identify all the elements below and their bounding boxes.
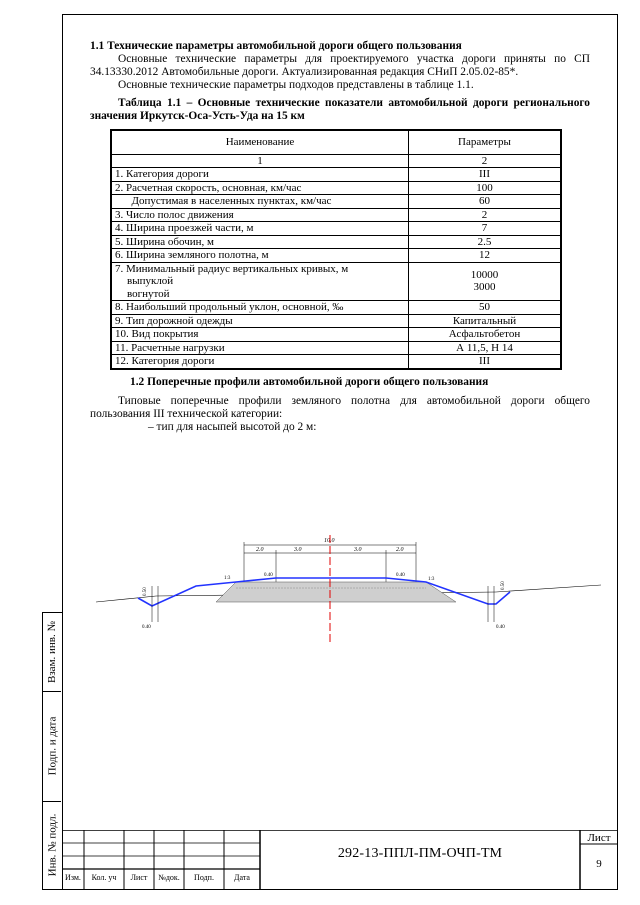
table-colnum: 2 — [409, 154, 562, 168]
row-value: III — [409, 355, 562, 369]
paragraph: Типовые поперечные профили земляного полотна для автомобильной дороги общего пользования III технической категории: — [90, 394, 590, 420]
sheet-label: Лист — [587, 832, 611, 844]
sidebar-label: Взам. инв. № — [46, 621, 58, 683]
row-name: 12. Категория дороги — [111, 355, 409, 369]
row-name: 5. Ширина обочин, м — [111, 235, 409, 249]
table-row — [111, 262, 561, 301]
sheet-number: 9 — [596, 858, 602, 870]
dim-label: 3.0 — [294, 547, 302, 553]
stamp-col-label: Кол. уч — [91, 873, 117, 882]
table-row — [111, 222, 561, 236]
row-value: 60 — [409, 195, 562, 209]
table-row — [111, 355, 561, 369]
embankment-fill — [216, 582, 456, 602]
parameters-table — [110, 129, 562, 370]
table-row — [111, 328, 561, 342]
table-row — [111, 341, 561, 355]
row-value: 2.5 — [409, 235, 562, 249]
row-value: 12 — [409, 249, 562, 263]
row-value: Асфальтобетон — [409, 328, 562, 342]
dim-label: 1:3 — [428, 577, 435, 582]
sidebar-cell-replace — [43, 613, 61, 692]
table-row — [111, 301, 561, 315]
sidebar-label: Инв. № подл. — [46, 813, 58, 877]
row-name-line: 7. Минимальный радиус вертикальных кривых, м — [115, 262, 349, 275]
row-value: Капитальный — [409, 314, 562, 328]
row-name — [111, 262, 409, 301]
stamp-col-label: Подп. — [194, 873, 214, 882]
dim-label: 0.50 — [501, 581, 506, 590]
ground-line — [496, 585, 601, 592]
stamp-col-label: Дата — [234, 873, 250, 882]
table-caption: Таблица 1.1 – Основные технические показатели автомобильной дороги регионального значения Иркутск-Оса-Усть-Уда на 15 км — [90, 97, 590, 122]
row-name: 6. Ширина земляного полотна, м — [111, 249, 409, 263]
sidebar-cell-sign — [43, 691, 61, 802]
sidebar-label: Подп. и дата — [46, 716, 59, 776]
dim-label: 3.0 — [354, 547, 362, 553]
row-value-line: 10000 — [470, 268, 499, 281]
dim-label: 0.40 — [142, 625, 151, 630]
dim-label: 10.0 — [324, 538, 335, 544]
stamp-col-label: №док. — [158, 873, 180, 882]
table-row — [111, 208, 561, 222]
dim-label: 2.0 — [256, 547, 264, 553]
document-code: 292-13-ППЛ-ПМ-ОЧП-ТМ — [337, 846, 503, 861]
section-heading: 1.2 Поперечные профили автомобильной дороги общего пользования — [130, 375, 489, 388]
row-name: 9. Тип дорожной одежды — [111, 314, 409, 328]
row-name: 10. Вид покрытия — [111, 328, 409, 342]
row-value — [409, 262, 562, 301]
table-row — [111, 168, 561, 182]
row-name: 2. Расчетная скорость, основная, км/час — [111, 181, 409, 195]
dim-label: 2.0 — [396, 547, 404, 553]
row-name: Допустимая в населенных пунктах, км/час — [111, 195, 409, 209]
table-row — [111, 181, 561, 195]
row-value: 7 — [409, 222, 562, 236]
paragraph: Основные технические параметры подходов представлены в таблице 1.1. — [118, 79, 474, 91]
row-name: 1. Категория дороги — [111, 168, 409, 182]
row-value: 100 — [409, 181, 562, 195]
dim-label: 0.50 — [143, 587, 148, 596]
sidebar-cell-inv — [43, 801, 61, 889]
row-value: А 11,5, Н 14 — [409, 341, 562, 355]
row-value: 2 — [409, 208, 562, 222]
table-row — [111, 249, 561, 263]
stamp-col-label: Лист — [130, 873, 148, 882]
row-name: 3. Число полос движения — [111, 208, 409, 222]
table-header: Параметры — [409, 130, 562, 154]
cross-section-drawing — [96, 530, 606, 645]
document-body — [90, 40, 590, 434]
side-stamp — [42, 612, 62, 890]
dim-label: 0.40 — [396, 573, 405, 578]
section-heading: 1.1 Технические параметры автомобильной дороги общего пользования — [90, 40, 462, 52]
paragraph: Основные технические параметры для проектируемого участка дороги приняты по СП 34.13330.2012 Автомобильные дороги. Актуализированная редакция СНиП 2.05.02-85*. — [90, 53, 590, 78]
dim-label: 1:3 — [224, 576, 231, 581]
row-value: III — [409, 168, 562, 182]
row-value: 50 — [409, 301, 562, 315]
row-name: 11. Расчетные нагрузки — [111, 341, 409, 355]
table-row — [111, 235, 561, 249]
dim-label: 0.40 — [264, 573, 273, 578]
table-header: Наименование — [111, 130, 409, 154]
table-colnum: 1 — [111, 154, 409, 168]
row-name-line: вогнутой — [127, 287, 170, 300]
dim-label: 0.40 — [496, 625, 505, 630]
table-row — [111, 314, 561, 328]
row-name: 8. Наибольший продольный уклон, основной, ‰ — [111, 301, 409, 315]
table-row — [111, 195, 561, 209]
stamp-col-label: Изм. — [65, 873, 81, 882]
row-name-line: выпуклой — [127, 275, 174, 287]
row-value-line: 3000 — [473, 281, 496, 294]
list-item: – тип для насыпей высотой до 2 м: — [148, 420, 317, 433]
row-name: 4. Ширина проезжей части, м — [111, 222, 409, 236]
